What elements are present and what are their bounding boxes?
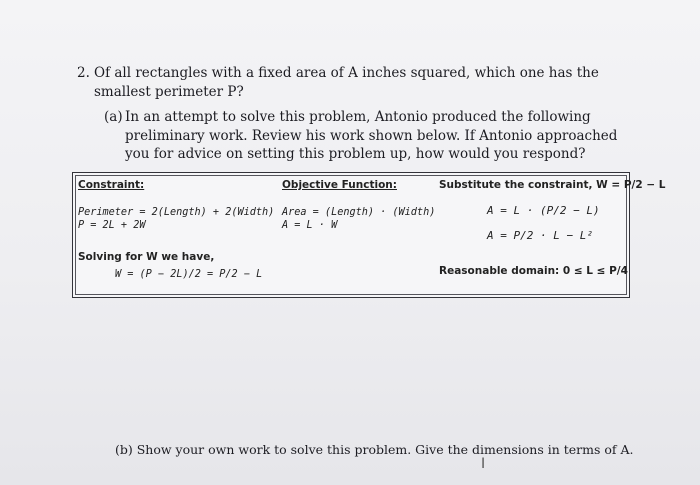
expanded-area-equation: A = P/2 · L − L² bbox=[487, 229, 593, 242]
question-number: 2. bbox=[77, 65, 90, 81]
perimeter-simplified: P = 2L + 2W bbox=[78, 220, 146, 231]
objective-header: Objective Function: bbox=[282, 179, 397, 191]
substituted-area-equation: A = L · (P/2 − L) bbox=[487, 204, 600, 217]
constraint-header: Constraint: bbox=[78, 179, 145, 191]
part-a-label: (a) bbox=[104, 109, 123, 125]
area-equation: Area = (Length) · (Width) bbox=[282, 207, 436, 218]
solving-equation: W = (P − 2L)/2 = P/2 − L bbox=[115, 269, 263, 280]
part-a-text: In an attempt to solve this problem, Antonio produced the following preliminary work. Review his work shown below. If Antonio approached you for advice on setting this problem up, how would you respond? bbox=[125, 109, 618, 162]
reasonable-domain: Reasonable domain: 0 ≤ L ≤ P/4 bbox=[439, 265, 628, 277]
part-b: (b) Show your own work to solve this problem. Give the dimensions in terms of A. bbox=[115, 442, 634, 457]
substitute-header: Substitute the constraint, W = P/2 − L bbox=[439, 179, 666, 191]
question-text: Of all rectangles with a fixed area of A inches squared, which one has the smallest perimeter P? bbox=[94, 65, 599, 100]
solving-label: Solving for W we have, bbox=[78, 251, 215, 263]
perimeter-equation: Perimeter = 2(Length) + 2(Width) bbox=[78, 207, 275, 218]
area-simplified: A = L · W bbox=[282, 220, 338, 231]
part-a bbox=[104, 108, 632, 164]
text-cursor-icon: I bbox=[481, 456, 486, 472]
antonio-work-box bbox=[72, 172, 666, 298]
question-2 bbox=[77, 64, 647, 102]
